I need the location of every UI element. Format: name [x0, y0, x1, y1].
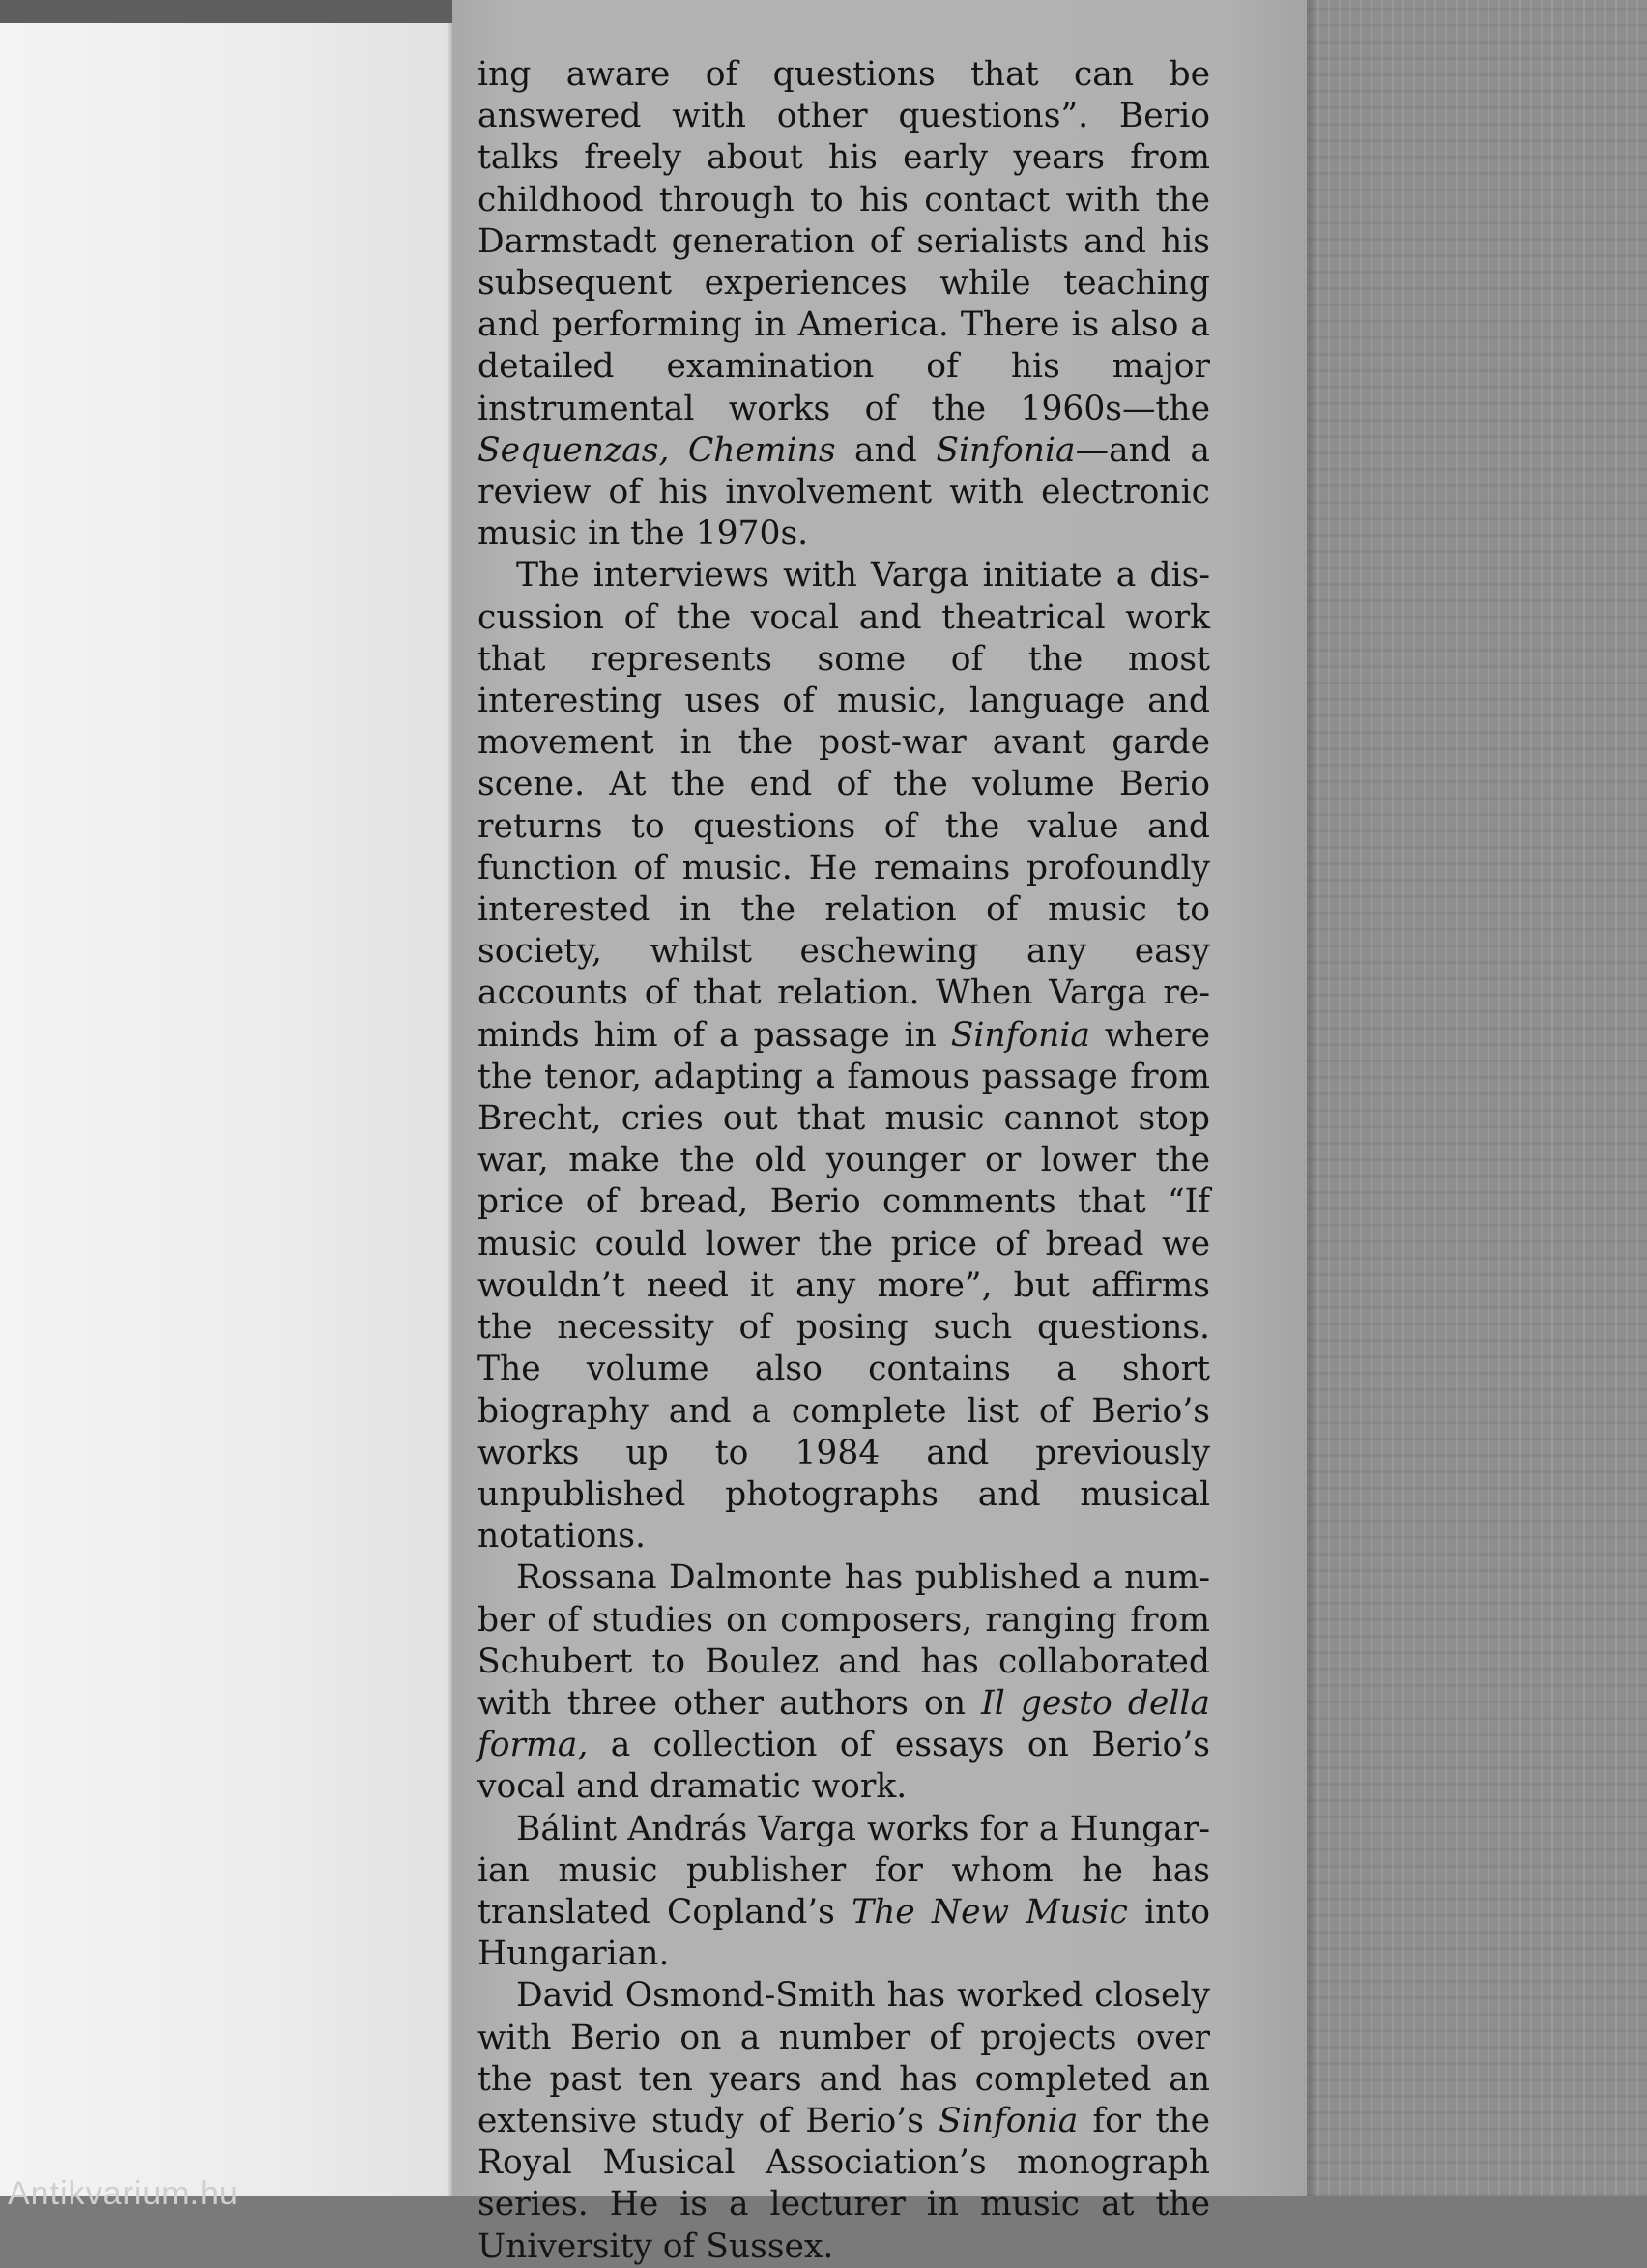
paragraph-text: Bálint András Varga works for a Hungarian music publisher for whom he has translated Copland’s: [477, 1809, 1210, 1932]
paragraph-text: David Osmond-Smith has worked closely with Berio on a number of projects over the past ten years and has completed an extensive study of Berio’s: [477, 1976, 1210, 2140]
paragraph-text: into Hungarian.: [477, 1892, 1210, 1974]
italic-title: Il gesto della forma,: [477, 1683, 1210, 1765]
paragraph-text: The interviews with Varga initiate a discussion of the vocal and theatrical work that represents some of the most interesting uses of music, language and movement in the post-war avant garde scene. At the end of the volume Berio returns to questions of the value and function of music. He remains profoundly interested in the relation of music to society, whilst eschewing any easy accounts of that relation. When Varga reminds him of a passage in: [477, 556, 1210, 1055]
flap-paragraph: [477, 1809, 1210, 1976]
paragraph-text: —and a review of his involvement with electronic music in the 1970s.: [477, 430, 1210, 554]
textured-cover-board: [1307, 0, 1647, 2196]
paragraph-text: a collection of essays on Berio’s vocal and dramatic work.: [477, 1726, 1210, 1807]
blank-left-page: [0, 23, 452, 2212]
paragraph-text: where the tenor, adapting a famous passage from Brecht, cries out that music cannot stop war, make the old younger or lower the price of bread, Berio comments that “If music could lower the price of bread we wouldn’t need it any more”, but affirms the necessity of posing such questions. The volume also contains a short biography and a complete list of Berio’s works up to 1984 and previously unpublished photographs and musical notations.: [477, 1015, 1210, 1556]
flap-text-column: [477, 54, 1210, 2268]
italic-title: Sinfonia: [936, 430, 1076, 470]
italic-title: Sinfonia: [950, 1015, 1090, 1055]
flap-paragraph: [477, 555, 1210, 1557]
italic-title: The New Music: [852, 1892, 1128, 1932]
paragraph-text: and: [835, 430, 937, 470]
watermark-text: Antikvarium.hu: [8, 2175, 239, 2212]
italic-title: Sinfonia: [939, 2101, 1079, 2140]
paragraph-text: ing aware of questions that can be answered with other questions”. Berio talks freely about his early years from childhood through to his contact with the Darmstadt generation of serialists and his subsequent experiences while teaching and performing in America. There is also a detailed examination of his major instrumental works of the 1960s—the: [477, 55, 1210, 428]
paragraph-text: for the Royal Musical Association’s monograph series. He is a lecturer in music at the University of Sussex.: [477, 2101, 1210, 2266]
italic-title: Sequenzas, Chemins: [477, 430, 836, 470]
flap-paragraph: [477, 54, 1210, 555]
cover-edge-shadow: [1307, 0, 1316, 2196]
flap-paragraph: [477, 1557, 1210, 1808]
paragraph-text: Rossana Dalmonte has published a number of studies on composers, ranging from Schubert to Boulez and has collaborated with three other authors on: [477, 1558, 1210, 1723]
dark-top-strip: [0, 0, 456, 23]
flap-paragraph: [477, 1975, 1210, 2267]
